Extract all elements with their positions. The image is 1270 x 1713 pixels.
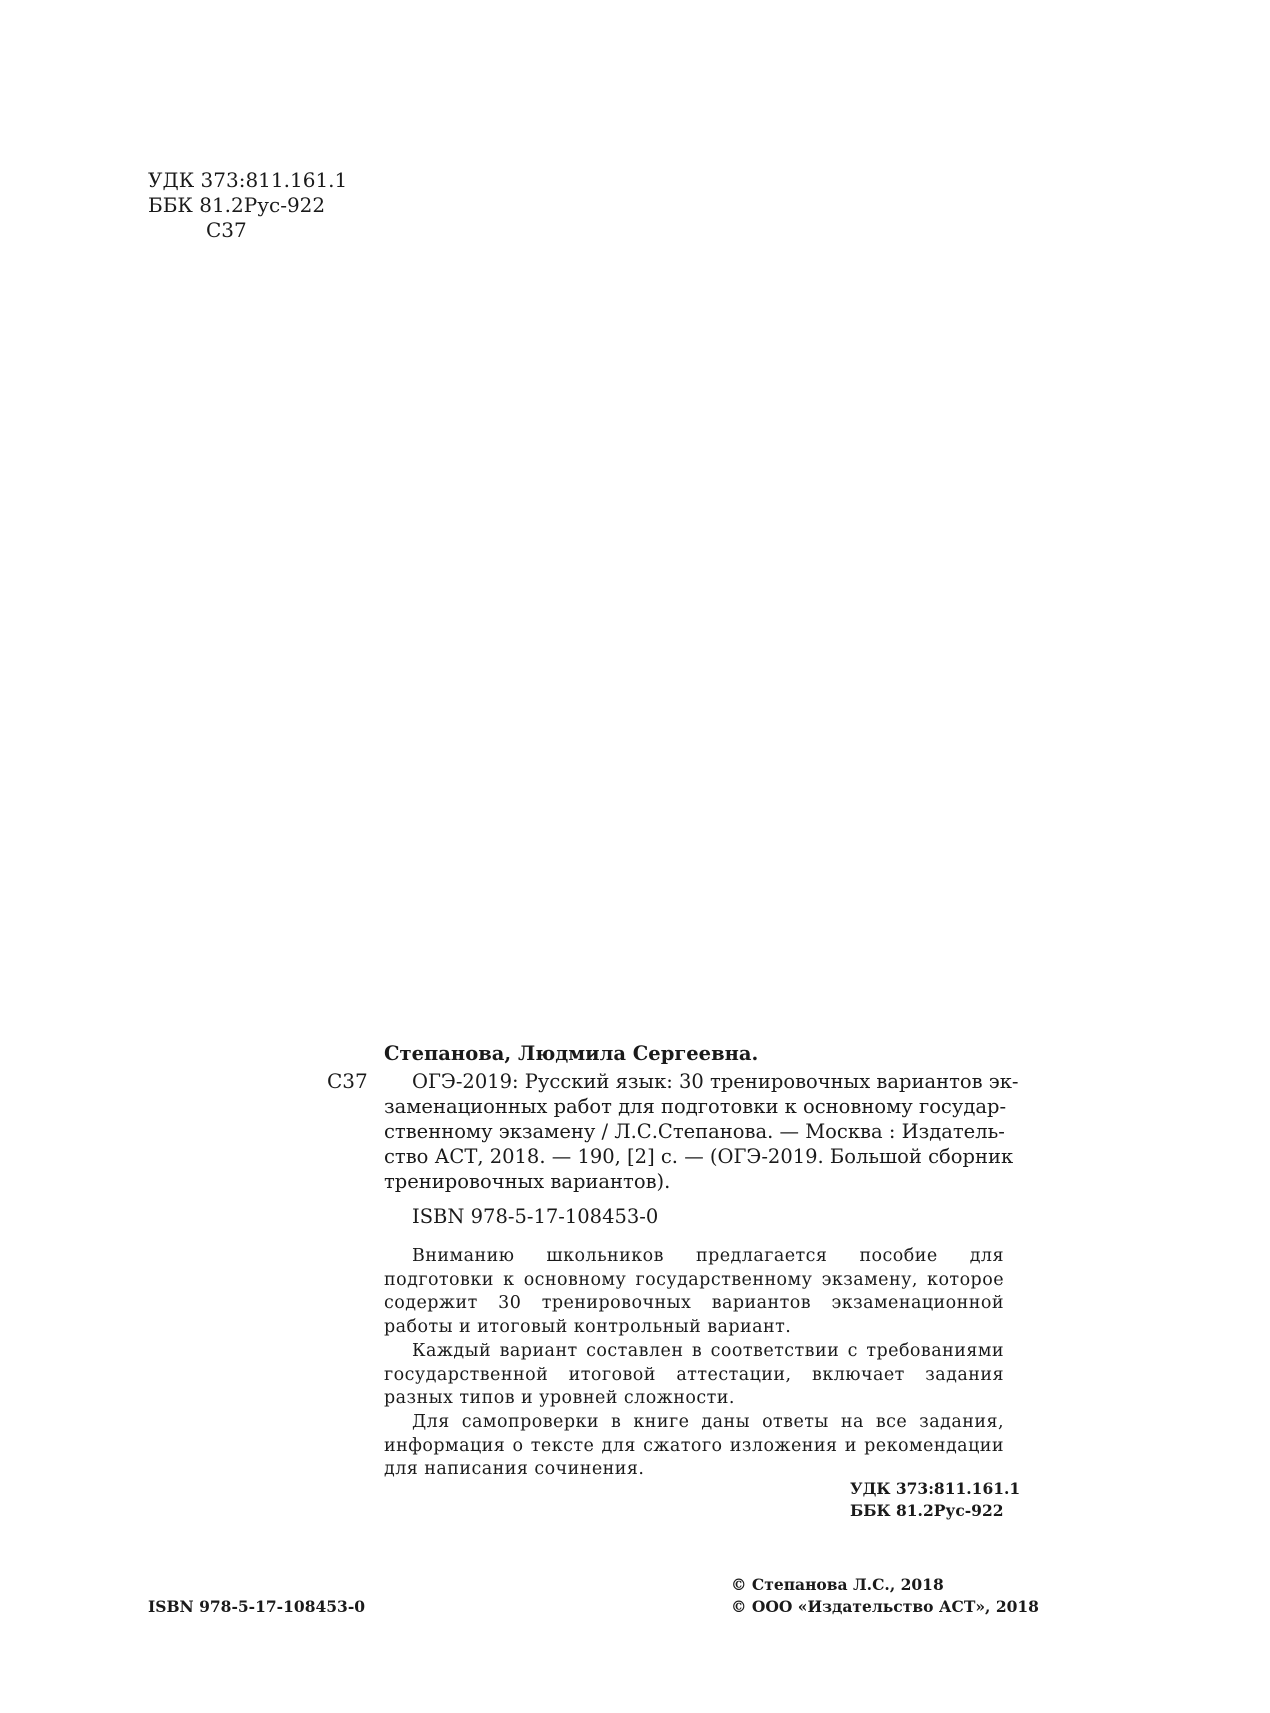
card-author-sign: С37 bbox=[327, 1069, 368, 1093]
bbk-code-bottom: ББК 81.2Рус-922 bbox=[850, 1501, 1004, 1520]
udk-code-bottom: УДК 373:811.161.1 bbox=[850, 1479, 1021, 1498]
isbn-line: ISBN 978-5-17-108453-0 bbox=[412, 1205, 659, 1228]
author-sign: С37 bbox=[206, 218, 247, 242]
annotation-paragraph: Вниманию школьников предлагается пособие для подготовки к основному государственному экзамену, которое содержит 30 тренировочных вариантов экзаменационной работы и итоговый контрольный вариант. bbox=[384, 1246, 1004, 1338]
annotation bbox=[384, 1245, 1004, 1482]
top-classification-block bbox=[148, 168, 347, 243]
annotation-paragraph: Каждый вариант составлен в соответствии с требованиями государственной итоговой аттестации, включает задания разных типов и уровней сложности. bbox=[384, 1340, 1004, 1409]
bottom-classification-block bbox=[850, 1478, 1020, 1522]
bbk-code: ББК 81.2Рус-922 bbox=[148, 193, 326, 217]
biblio-line: ство АСТ, 2018. — 190, [2] с. — (ОГЭ-2019. Большой сборник bbox=[384, 1145, 1014, 1168]
udk-code: УДК 373:811.161.1 bbox=[148, 168, 348, 192]
biblio-line: тренировочных вариантов). bbox=[384, 1170, 671, 1193]
biblio-line: заменационных работ для подготовки к основному государ- bbox=[384, 1095, 1007, 1118]
biblio-line: ОГЭ-2019: Русский язык: 30 тренировочных вариантов эк- bbox=[412, 1070, 1019, 1093]
copyright-publisher: © ООО «Издательство АСТ», 2018 bbox=[731, 1597, 1039, 1616]
bibliographic-description bbox=[384, 1069, 1019, 1194]
copyright-author: © Степанова Л.С., 2018 bbox=[731, 1575, 944, 1594]
author-heading: Степанова, Людмила Сергеевна. bbox=[384, 1042, 759, 1065]
footer-isbn: ISBN 978-5-17-108453-0 bbox=[148, 1597, 366, 1616]
annotation-paragraph: Для самопроверки в книге даны ответы на все задания, информация о тексте для сжатого изложения и рекомендации для написания сочинения. bbox=[384, 1411, 1004, 1480]
copyright-block bbox=[731, 1574, 1039, 1618]
biblio-line: ственному экзамену / Л.С.Степанова. — Москва : Издатель- bbox=[384, 1120, 1005, 1143]
